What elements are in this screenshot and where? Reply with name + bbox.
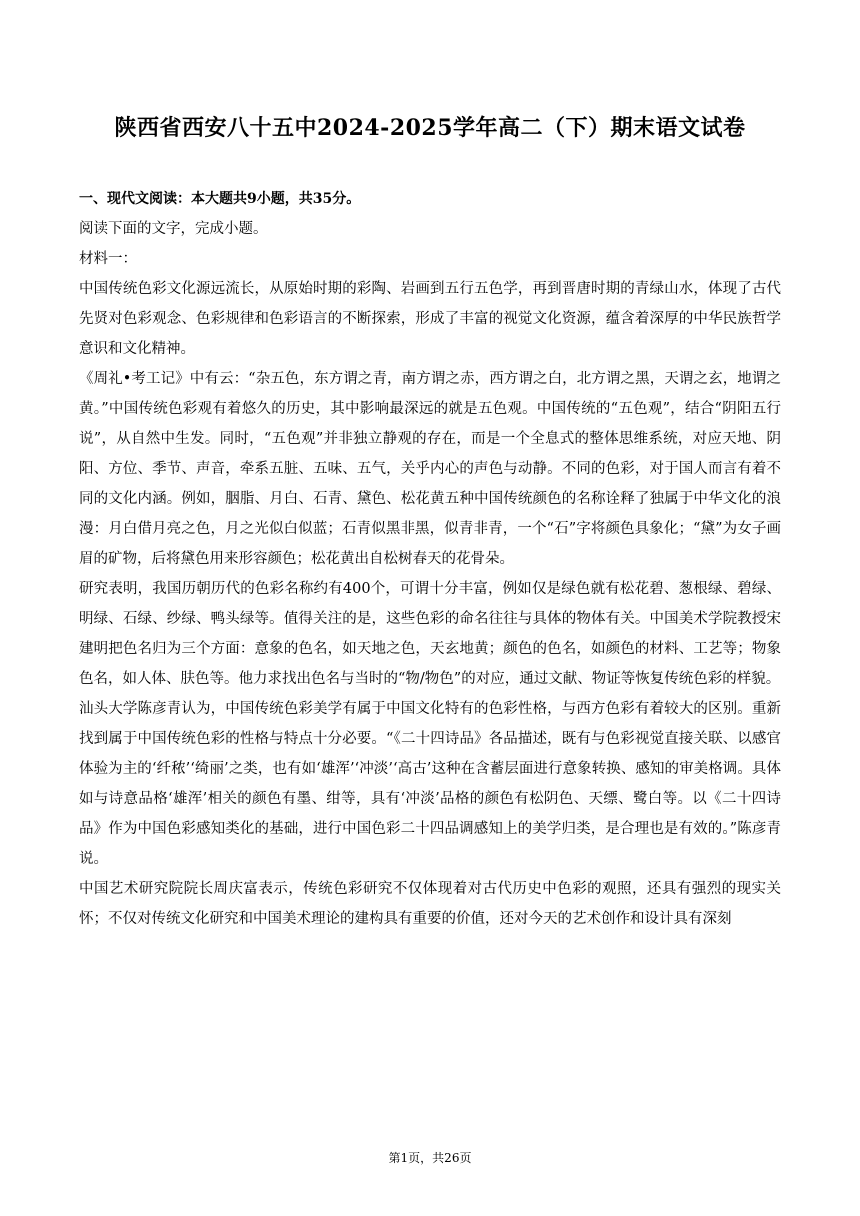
reading-instruction: 阅读下面的文字，完成小题。 <box>79 221 268 237</box>
paragraph: 中国传统色彩文化源远流长，从原始时期的彩陶、岩画到五行五色学，再到晋唐时期的青绿山水，体现了古代先贤对色彩观念、色彩规律和色彩语言的不断探索，形成了丰富的视觉文化资源，蕴含着深厚的中华民族哲学意识和文化精神。 <box>79 281 781 357</box>
paragraph: 研究表明，我国历朝历代的色彩名称约有400个，可谓十分丰富，例如仅是绿色就有松花碧、葱根绿、碧绿、明绿、石绿、纱绿、鸭头绿等。值得关注的是，这些色彩的命名往往与具体的物体有关。中国美术学院教授宋建明把色名归为三个方面：意象的色名，如天地之色，天玄地黄；颜色的色名，如颜色的材料、工艺等；物象色名，如人体、肤色等。他力求找出色名与当时的“物/物色”的对应，通过文献、物证等恢复传统色彩的样貌。 <box>79 581 781 687</box>
paragraph: 汕头大学陈彦青认为，中国传统色彩美学有属于中国文化特有的色彩性格，与西方色彩有着较大的区别。重新找到属于中国传统色彩的性格与特点十分必要。“《二十四诗品》各品描述，既有与色彩视觉直接关联、以感官体验为主的‘纤秾’‘绮丽’之类，也有如‘雄浑’‘冲淡’‘高古’这种在含蓄层面进行意象转换、感知的审美格调。具体如与诗意品格‘雄浑’相关的颜色有墨、绀等，具有‘冲淡’品格的颜色有松阴色、天缥、鹭白等。以《二十四诗品》作为中国色彩感知类化的基础，进行中国色彩二十四品调感知上的美学归类，是合理也是有效的。”陈彦青说。 <box>79 701 781 867</box>
document-body <box>79 184 781 934</box>
exam-title: 陕西省西安八十五中2024-2025学年高二（下）期末语文试卷 <box>114 115 746 141</box>
page-footer: 第1页，共26页 <box>388 1151 472 1165</box>
section-heading: 一、现代文阅读：本大题共9小题，共35分。 <box>79 191 361 207</box>
material-label: 材料一： <box>79 251 137 267</box>
paragraph: 中国艺术研究院院长周庆富表示，传统色彩研究不仅体现着对古代历史中色彩的观照，还具有强烈的现实关怀；不仅对传统文化研究和中国美术理论的建构具有重要的价值，还对今天的艺术创作和设计具有深刻 <box>79 881 781 927</box>
paragraph: 《周礼•考工记》中有云：“杂五色，东方谓之青，南方谓之赤，西方谓之白，北方谓之黑，天谓之玄，地谓之黄。”中国传统色彩观有着悠久的历史，其中影响最深远的就是五色观。中国传统的“五色观”，结合“阴阳五行说”，从自然中生发。同时，“五色观”并非独立静观的存在，而是一个全息式的整体思维系统，对应天地、阴阳、方位、季节、声音，牵系五脏、五味、五气，关乎内心的声色与动静。不同的色彩，对于国人而言有着不同的文化内涵。例如，胭脂、月白、石青、黛色、松花黄五种中国传统颜色的名称诠释了独属于中华文化的浪漫：月白借月亮之色，月之光似白似蓝；石青似黑非黑，似青非青，一个“石”字将颜色具象化；“黛”为女子画眉的矿物，后将黛色用来形容颜色；松花黄出自松树春天的花骨朵。 <box>79 371 781 567</box>
